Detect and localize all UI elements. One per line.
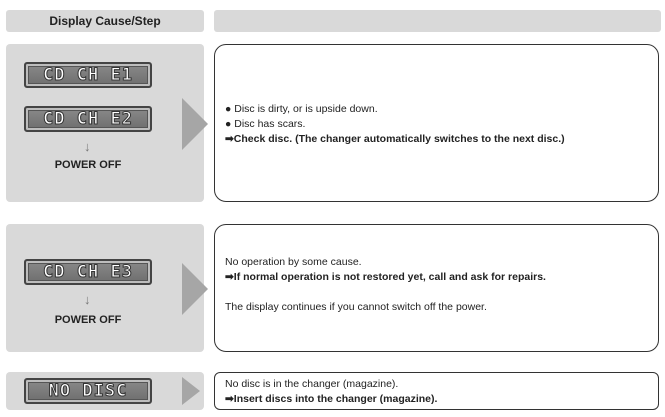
note-line: The display continues if you cannot switch off the power.: [225, 301, 487, 313]
cause-box-1: [214, 44, 659, 202]
power-off-label: POWER OFF: [54, 159, 122, 171]
lcd-display-e2: CD CH E2: [24, 106, 152, 132]
column-header-display: Display Cause/Step: [6, 10, 204, 32]
display-panel-2: [6, 224, 204, 352]
column-header-blank: [214, 10, 661, 32]
cause-line: No disc is in the changer (magazine).: [225, 378, 399, 390]
cause-box-3: [214, 372, 659, 410]
arrow-right-icon: [182, 98, 208, 150]
arrow-right-icon: [182, 263, 208, 315]
display-panel-3: [6, 372, 204, 410]
lcd-display-e1: CD CH E1: [24, 62, 152, 88]
cause-line: ● Disc is dirty, or is upside down.: [225, 103, 378, 115]
lcd-display-e3: CD CH E3: [24, 259, 152, 285]
cause-line: No operation by some cause.: [225, 256, 362, 268]
remedy-line: ➡Insert discs into the changer (magazine).: [225, 393, 438, 405]
lcd-display-no-disc: NO DISC: [24, 378, 152, 404]
down-arrow-icon: ↓: [84, 292, 91, 307]
page-top-edge: [6, 0, 86, 5]
cause-line: ● Disc has scars.: [225, 118, 306, 130]
cause-box-2: [214, 224, 659, 352]
display-panel-1: [6, 44, 204, 202]
power-off-label: POWER OFF: [54, 314, 122, 326]
down-arrow-icon: ↓: [84, 139, 91, 154]
remedy-line: ➡Check disc. (The changer automatically switches to the next disc.): [225, 133, 565, 145]
arrow-right-icon: [182, 377, 200, 405]
remedy-line: ➡If normal operation is not restored yet, call and ask for repairs.: [225, 271, 546, 283]
